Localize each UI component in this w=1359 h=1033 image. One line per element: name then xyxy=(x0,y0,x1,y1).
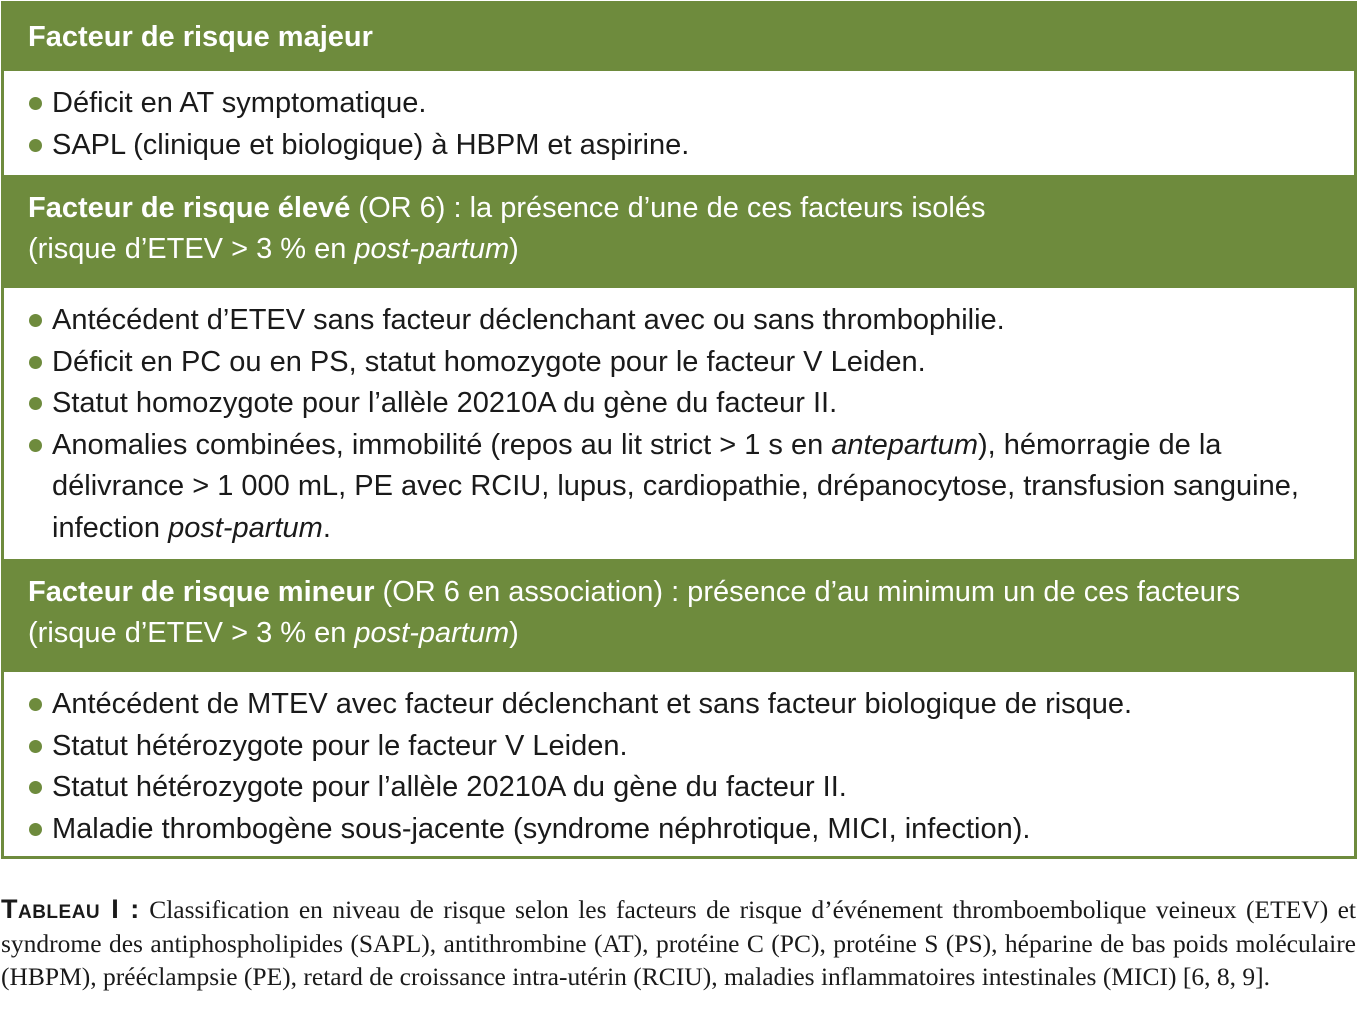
item-text: Anomalies combinées, immobilité (repos au lit strict > 1 s en xyxy=(52,428,832,461)
list-item: Antécédent d’ETEV sans facteur déclenchant avec ou sans thrombophilie. xyxy=(4,300,1354,342)
section-header-major xyxy=(4,4,1354,71)
list-item: Déficit en AT symptomatique. xyxy=(4,83,1354,125)
section-list-major xyxy=(4,71,1354,175)
header-note-italic: post-partum xyxy=(354,617,510,649)
item-text: . xyxy=(322,511,331,544)
header-detail: (OR 6) : la présence d’une de ces facteurs isolés xyxy=(350,192,986,224)
list-item: SAPL (clinique et biologique) à HBPM et aspirine. xyxy=(4,125,1354,167)
header-detail: (OR 6 en association) : présence d’au minimum un de ces facteurs xyxy=(374,576,1241,608)
header-note-end: ) xyxy=(509,233,519,265)
item-text: ), hémorragie de la délivrance > 1 000 mL, PE avec RCIU, lupus, cardiopathie, drépanocytose, transfusion sanguine, infection xyxy=(52,428,1299,544)
header-note: (risque d’ETEV > 3 % en xyxy=(28,233,355,265)
header-note-italic: post-partum xyxy=(354,233,510,265)
header-title: Facteur de risque mineur xyxy=(28,576,375,608)
section-list-high xyxy=(4,288,1354,559)
list-item: Déficit en PC ou en PS, statut homozygote pour le facteur V Leiden. xyxy=(4,342,1354,384)
header-line-2 xyxy=(28,613,1354,654)
header-line-1 xyxy=(28,572,1354,613)
list-item: Maladie thrombogène sous-jacente (syndrome néphrotique, MICI, infection). xyxy=(4,809,1354,851)
item-italic: post-partum xyxy=(168,511,323,544)
list-item xyxy=(4,425,1354,550)
caption-text: Classification en niveau de risque selon les facteurs de risque d’événement thromboembolique veineux (ETEV) et syndrome des antiphospholipides (SAPL), antithrombine (AT), protéine C (PC), protéine S (PS), héparine de bas poids moléculaire (HBPM), prééclampsie (PE), retard de croissance intra-utérin (RCIU), maladies inflammatoires intestinales (MICI) [6, 8, 9]. xyxy=(1,895,1357,991)
caption-label: Tableau I : xyxy=(1,894,140,924)
section-header-minor xyxy=(4,559,1354,672)
item-italic: antepartum xyxy=(831,428,978,461)
list-item: Statut hétérozygote pour le facteur V Leiden. xyxy=(4,726,1354,768)
header-note: (risque d’ETEV > 3 % en xyxy=(28,617,355,649)
header-note-end: ) xyxy=(509,617,519,649)
header-title: Facteur de risque élevé xyxy=(28,192,351,224)
header-line-2 xyxy=(28,229,1354,270)
header-title: Facteur de risque majeur xyxy=(28,21,373,53)
risk-table xyxy=(1,1,1357,859)
section-list-minor xyxy=(4,672,1354,856)
section-header-high xyxy=(4,175,1354,288)
list-item: Antécédent de MTEV avec facteur déclenchant et sans facteur biologique de risque. xyxy=(4,684,1354,726)
list-item: Statut homozygote pour l’allèle 20210A du gène du facteur II. xyxy=(4,383,1354,425)
header-line-1 xyxy=(28,188,1354,229)
table-caption xyxy=(1,893,1356,994)
list-item: Statut hétérozygote pour l’allèle 20210A du gène du facteur II. xyxy=(4,767,1354,809)
